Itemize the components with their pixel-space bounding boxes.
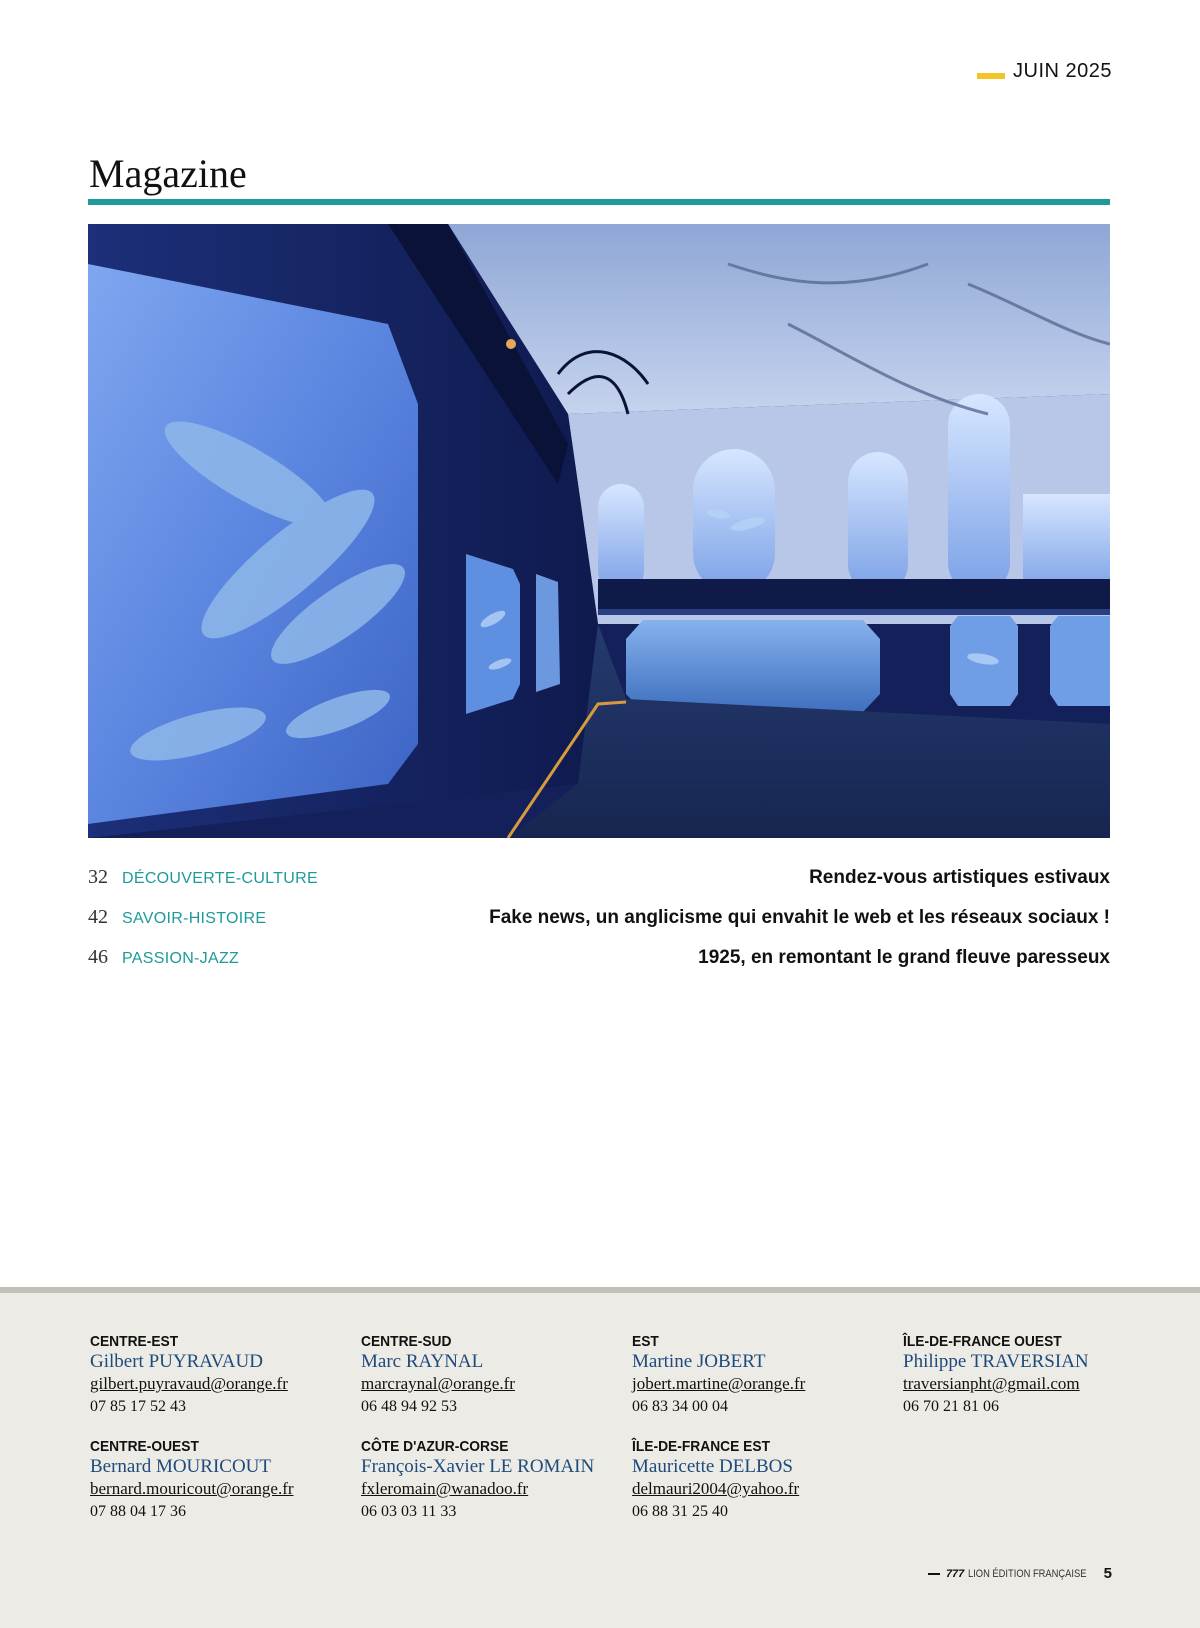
contact-card	[361, 1333, 632, 1416]
contact-email-link[interactable]: bernard.mouricout@orange.fr	[90, 1479, 294, 1498]
contact-card	[632, 1438, 903, 1521]
toc-page-number: 32	[88, 866, 108, 888]
issue-date-text: JUIN 2025	[1013, 60, 1112, 82]
contacts-grid	[90, 1333, 1143, 1521]
contact-email-link[interactable]: delmauri2004@yahoo.fr	[632, 1479, 800, 1498]
contact-name: Mauricette DELBOS	[632, 1456, 793, 1477]
contact-name: François-Xavier LE ROMAIN	[361, 1456, 595, 1477]
toc-category: PASSION-JAZZ	[122, 950, 240, 967]
footer-dash	[928, 1573, 940, 1575]
toc-entry[interactable]	[88, 946, 1110, 986]
issue-date	[977, 60, 1112, 83]
contact-region: CENTRE-OUEST	[90, 1438, 199, 1455]
contact-name: Marc RAYNAL	[361, 1351, 484, 1372]
contact-card	[361, 1438, 632, 1521]
toc-article-title: Rendez-vous artistiques estivaux	[809, 867, 1110, 888]
publication-name: LION ÉDITION FRANÇAISE	[968, 1567, 1087, 1580]
contact-phone: 06 88 31 25 40	[632, 1503, 728, 1520]
contact-region: ÎLE-DE-FRANCE OUEST	[903, 1333, 1062, 1350]
contact-email-link[interactable]: gilbert.puyravaud@orange.fr	[90, 1374, 288, 1393]
contact-email-link[interactable]: traversianpht@gmail.com	[903, 1374, 1080, 1393]
contact-email-link[interactable]: fxleromain@wanadoo.fr	[361, 1479, 529, 1498]
contact-phone: 06 48 94 92 53	[361, 1398, 457, 1415]
contact-region: CÔTE D'AZUR-CORSE	[361, 1438, 509, 1455]
page-number: 5	[1103, 1565, 1112, 1582]
contact-region: CENTRE-SUD	[361, 1333, 452, 1350]
toc-page-number: 46	[88, 946, 108, 968]
contact-phone: 06 70 21 81 06	[903, 1398, 999, 1415]
contact-phone: 07 85 17 52 43	[90, 1398, 186, 1415]
contact-name: Gilbert PUYRAVAUD	[90, 1351, 263, 1372]
contact-card	[632, 1333, 903, 1416]
toc-entry[interactable]	[88, 866, 1110, 906]
toc-category: DÉCOUVERTE-CULTURE	[122, 870, 318, 887]
toc-entry[interactable]	[88, 906, 1110, 946]
contact-region: CENTRE-EST	[90, 1333, 179, 1350]
issue-number: 777	[945, 1567, 965, 1580]
table-of-contents	[88, 866, 1110, 986]
contact-name: Philippe TRAVERSIAN	[903, 1351, 1089, 1372]
contact-phone: 06 03 03 11 33	[361, 1503, 457, 1520]
contact-name: Bernard MOURICOUT	[90, 1456, 272, 1477]
date-accent-bar	[977, 73, 1005, 79]
contact-email-link[interactable]: marcraynal@orange.fr	[361, 1374, 515, 1393]
contact-card	[90, 1438, 361, 1521]
contact-region: EST	[632, 1333, 659, 1350]
page-footer	[928, 1565, 1112, 1582]
contact-name: Martine JOBERT	[632, 1351, 766, 1372]
contact-phone: 06 83 34 00 04	[632, 1398, 728, 1415]
contact-email-link[interactable]: jobert.martine@orange.fr	[632, 1374, 806, 1393]
contact-card	[903, 1333, 1143, 1416]
toc-page-number: 42	[88, 906, 108, 928]
contact-region: ÎLE-DE-FRANCE EST	[632, 1438, 770, 1455]
section-rule	[88, 199, 1110, 205]
contact-card	[90, 1333, 361, 1416]
contact-phone: 07 88 04 17 36	[90, 1503, 186, 1520]
contacts-footer	[0, 1287, 1200, 1628]
toc-category: SAVOIR-HISTOIRE	[122, 910, 267, 927]
aquarium-hall-photo	[88, 224, 1110, 838]
toc-article-title: Fake news, un anglicisme qui envahit le web et les réseaux sociaux !	[489, 907, 1110, 928]
section-title: Magazine	[89, 151, 247, 196]
toc-article-title: 1925, en remontant le grand fleuve paresseux	[698, 947, 1110, 968]
